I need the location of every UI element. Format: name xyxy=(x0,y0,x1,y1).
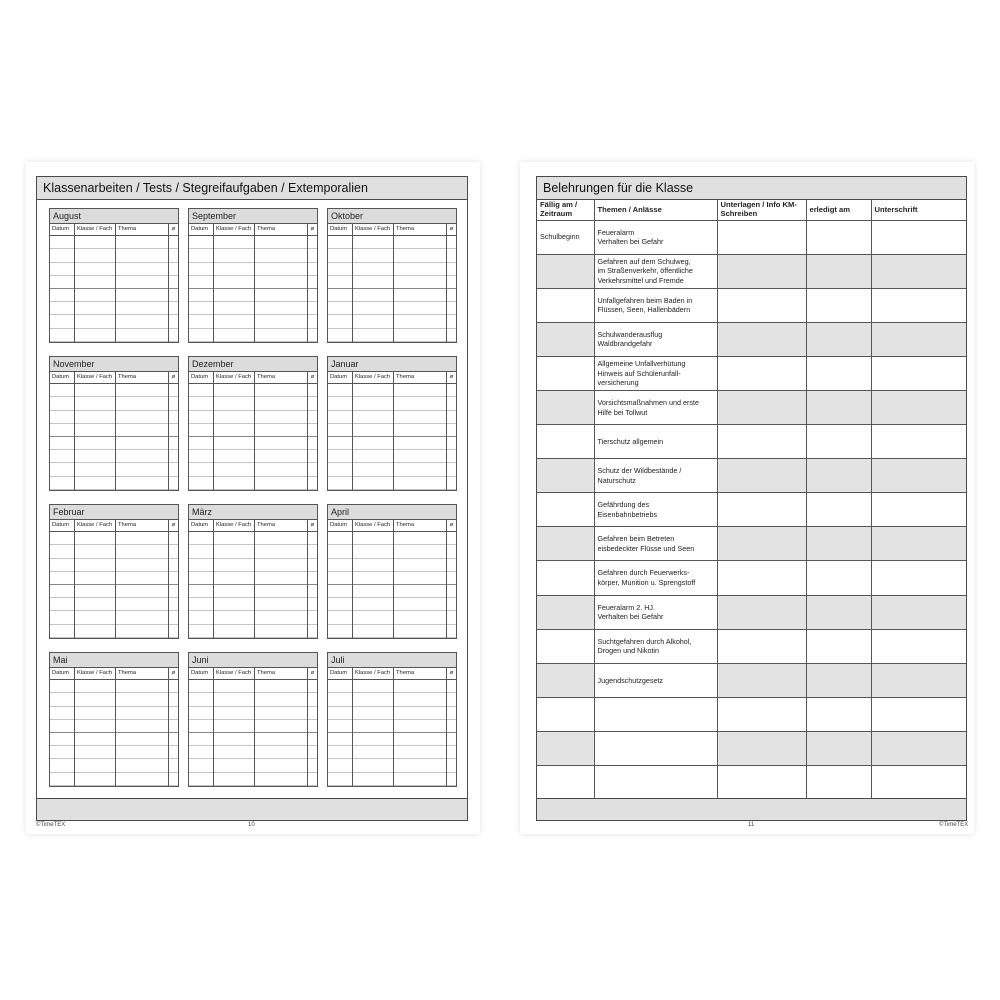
column-label: Thema xyxy=(255,668,308,679)
entry-column[interactable] xyxy=(353,532,394,638)
done-on-cell[interactable] xyxy=(806,322,871,356)
signature-cell[interactable] xyxy=(871,425,966,459)
done-on-cell[interactable] xyxy=(806,390,871,424)
column-label: Datum xyxy=(328,372,353,383)
column-label: Thema xyxy=(394,668,447,679)
entry-column[interactable] xyxy=(214,384,255,490)
column-label: Thema xyxy=(394,520,447,531)
column-label: Datum xyxy=(50,224,75,235)
column-label: Thema xyxy=(394,224,447,235)
column-label: ø xyxy=(449,522,454,528)
signature-cell[interactable] xyxy=(871,731,966,765)
column-label: Datum xyxy=(328,668,353,679)
month-column-header xyxy=(189,668,317,680)
signature-cell[interactable] xyxy=(871,766,966,800)
due-cell xyxy=(537,766,594,800)
entry-column[interactable] xyxy=(214,532,255,638)
instruction-row xyxy=(537,766,966,800)
signature-cell[interactable] xyxy=(871,322,966,356)
column-label: Klasse / Fach xyxy=(353,224,394,235)
column-label: Datum xyxy=(50,520,75,531)
month-entry-area[interactable] xyxy=(50,384,178,490)
entry-column[interactable] xyxy=(189,236,214,342)
signature-cell[interactable] xyxy=(871,288,966,322)
due-cell xyxy=(537,697,594,731)
due-cell xyxy=(537,629,594,663)
documents-cell[interactable] xyxy=(717,288,806,322)
entry-column[interactable] xyxy=(447,384,456,490)
column-label: Datum xyxy=(328,224,353,235)
entry-column[interactable] xyxy=(353,236,394,342)
documents-cell[interactable] xyxy=(717,697,806,731)
signature-cell[interactable] xyxy=(871,459,966,493)
column-label: Datum xyxy=(328,520,353,531)
topic-cell: Jugendschutzgesetz xyxy=(594,663,717,697)
column-label: Datum xyxy=(189,668,214,679)
instruction-row xyxy=(537,561,966,595)
done-on-cell[interactable] xyxy=(806,697,871,731)
month-entry-area[interactable] xyxy=(189,236,317,342)
month-entry-area[interactable] xyxy=(328,680,456,786)
column-label: Klasse / Fach xyxy=(214,668,255,679)
signature-cell[interactable] xyxy=(871,527,966,561)
instruction-row xyxy=(537,731,966,765)
month-entry-area[interactable] xyxy=(328,384,456,490)
documents-cell[interactable] xyxy=(717,731,806,765)
signature-cell[interactable] xyxy=(871,254,966,288)
due-cell xyxy=(537,493,594,527)
column-label: Klasse / Fach xyxy=(75,372,116,383)
instruction-row xyxy=(537,322,966,356)
entry-column[interactable] xyxy=(328,532,353,638)
column-label: Thema xyxy=(116,668,169,679)
done-on-cell[interactable] xyxy=(806,425,871,459)
right-page-number: 11 xyxy=(748,822,755,828)
month-table xyxy=(49,208,179,343)
month-column-header xyxy=(50,668,178,680)
entry-column[interactable] xyxy=(394,236,447,342)
column-label: Klasse / Fach xyxy=(75,668,116,679)
month-table xyxy=(49,356,179,491)
instructions-table xyxy=(537,200,966,800)
column-label: Klasse / Fach xyxy=(353,668,394,679)
entry-column[interactable] xyxy=(116,532,169,638)
due-cell xyxy=(537,356,594,390)
entry-column[interactable] xyxy=(75,532,116,638)
due-cell xyxy=(537,731,594,765)
month-title: März xyxy=(189,505,317,520)
due-cell xyxy=(537,390,594,424)
header-documents: Unterlagen / Info KM-Schreiben xyxy=(717,200,806,220)
entry-column[interactable] xyxy=(189,384,214,490)
entry-column[interactable] xyxy=(169,532,178,638)
documents-cell[interactable] xyxy=(717,254,806,288)
month-column-header xyxy=(328,520,456,532)
done-on-cell[interactable] xyxy=(806,459,871,493)
header-signature: Unterschrift xyxy=(871,200,966,220)
done-on-cell[interactable] xyxy=(806,629,871,663)
done-on-cell[interactable] xyxy=(806,288,871,322)
month-table xyxy=(327,208,457,343)
done-on-cell[interactable] xyxy=(806,356,871,390)
month-title: Februar xyxy=(50,505,178,520)
done-on-cell[interactable] xyxy=(806,766,871,800)
column-label: Klasse / Fach xyxy=(75,224,116,235)
signature-cell[interactable] xyxy=(871,220,966,254)
entry-column[interactable] xyxy=(447,236,456,342)
right-footer-bar xyxy=(537,798,966,820)
signature-cell[interactable] xyxy=(871,561,966,595)
due-cell xyxy=(537,663,594,697)
month-title: Juni xyxy=(189,653,317,668)
month-entry-area[interactable] xyxy=(189,532,317,638)
right-page xyxy=(520,162,974,834)
instruction-row xyxy=(537,220,966,254)
instruction-row xyxy=(537,390,966,424)
documents-cell[interactable] xyxy=(717,493,806,527)
month-title: Januar xyxy=(328,357,456,372)
entry-column[interactable] xyxy=(169,680,178,786)
month-column-header xyxy=(328,224,456,236)
topic-cell: Unfallgefahren beim Baden in Flüssen, Seen, Hallenbädern xyxy=(594,288,717,322)
instructions-frame xyxy=(536,176,967,821)
header-topics: Themen / Anlässe xyxy=(594,200,717,220)
month-title: Mai xyxy=(50,653,178,668)
signature-cell[interactable] xyxy=(871,356,966,390)
left-page xyxy=(26,162,480,834)
done-on-cell[interactable] xyxy=(806,663,871,697)
month-table xyxy=(188,208,318,343)
due-cell: Schulbeginn xyxy=(537,220,594,254)
column-label: Klasse / Fach xyxy=(214,520,255,531)
entry-column[interactable] xyxy=(189,532,214,638)
done-on-cell[interactable] xyxy=(806,254,871,288)
entry-column[interactable] xyxy=(189,680,214,786)
entry-column[interactable] xyxy=(50,680,75,786)
entry-column[interactable] xyxy=(308,532,317,638)
topic-cell: Feueralarm 2. HJ. Verhalten bei Gefahr xyxy=(594,595,717,629)
month-table xyxy=(327,504,457,639)
column-label: Thema xyxy=(116,372,169,383)
entry-column[interactable] xyxy=(75,680,116,786)
done-on-cell[interactable] xyxy=(806,220,871,254)
month-title: Dezember xyxy=(189,357,317,372)
entry-column[interactable] xyxy=(328,680,353,786)
documents-cell[interactable] xyxy=(717,629,806,663)
signature-cell[interactable] xyxy=(871,390,966,424)
month-column-header xyxy=(328,668,456,680)
instructions-title: Belehrungen für die Klasse xyxy=(537,177,966,200)
month-table xyxy=(327,356,457,491)
entry-column[interactable] xyxy=(447,532,456,638)
month-column-header xyxy=(328,372,456,384)
entry-column[interactable] xyxy=(328,236,353,342)
column-label: ø xyxy=(171,374,176,380)
entry-column[interactable] xyxy=(255,384,308,490)
entry-column[interactable] xyxy=(308,680,317,786)
entry-column[interactable] xyxy=(308,236,317,342)
instruction-row xyxy=(537,595,966,629)
entry-column[interactable] xyxy=(75,236,116,342)
done-on-cell[interactable] xyxy=(806,493,871,527)
documents-cell[interactable] xyxy=(717,527,806,561)
due-cell xyxy=(537,425,594,459)
month-column-header xyxy=(189,372,317,384)
entry-column[interactable] xyxy=(50,236,75,342)
column-label: Thema xyxy=(116,520,169,531)
documents-cell[interactable] xyxy=(717,561,806,595)
topic-cell: Gefahren beim Betreten eisbedeckter Flüsse und Seen xyxy=(594,527,717,561)
done-on-cell[interactable] xyxy=(806,527,871,561)
month-entry-area[interactable] xyxy=(50,532,178,638)
entry-column[interactable] xyxy=(75,384,116,490)
instruction-row xyxy=(537,629,966,663)
instruction-row xyxy=(537,527,966,561)
month-table xyxy=(327,652,457,787)
entry-column[interactable] xyxy=(50,532,75,638)
month-entry-area[interactable] xyxy=(189,680,317,786)
left-page-number: 10 xyxy=(248,822,255,828)
entry-column[interactable] xyxy=(169,384,178,490)
column-label: Datum xyxy=(189,520,214,531)
month-entry-area[interactable] xyxy=(328,532,456,638)
topic-cell: Gefahren durch Feuerwerks- körper, Munition u. Sprengstoff xyxy=(594,561,717,595)
month-table xyxy=(188,504,318,639)
column-label: ø xyxy=(171,670,176,676)
month-column-header xyxy=(189,520,317,532)
month-entry-area[interactable] xyxy=(189,384,317,490)
column-label: Thema xyxy=(116,224,169,235)
entry-column[interactable] xyxy=(116,384,169,490)
column-label: ø xyxy=(310,226,315,232)
column-label: ø xyxy=(449,670,454,676)
column-label: Klasse / Fach xyxy=(353,520,394,531)
signature-cell[interactable] xyxy=(871,663,966,697)
entry-column[interactable] xyxy=(353,680,394,786)
right-brand: ©TimeTEX xyxy=(939,822,969,828)
entry-column[interactable] xyxy=(394,680,447,786)
topic-cell: Tierschutz allgemein xyxy=(594,425,717,459)
month-table xyxy=(49,504,179,639)
entry-column[interactable] xyxy=(214,236,255,342)
documents-cell[interactable] xyxy=(717,459,806,493)
instruction-row xyxy=(537,425,966,459)
entry-column[interactable] xyxy=(50,384,75,490)
entry-column[interactable] xyxy=(255,680,308,786)
documents-cell[interactable] xyxy=(717,220,806,254)
topic-cell: Allgemeine Unfallverhütung Hinweis auf Schülerunfall- versicherung xyxy=(594,356,717,390)
instruction-row xyxy=(537,663,966,697)
signature-cell[interactable] xyxy=(871,493,966,527)
done-on-cell[interactable] xyxy=(806,731,871,765)
month-table xyxy=(49,652,179,787)
instruction-row xyxy=(537,254,966,288)
month-entry-area[interactable] xyxy=(328,236,456,342)
column-label: Datum xyxy=(189,372,214,383)
left-footer-bar xyxy=(37,798,467,820)
documents-cell[interactable] xyxy=(717,663,806,697)
column-label: Thema xyxy=(394,372,447,383)
instruction-row xyxy=(537,493,966,527)
instructions-header-row xyxy=(537,200,966,220)
done-on-cell[interactable] xyxy=(806,561,871,595)
documents-cell[interactable] xyxy=(717,390,806,424)
instruction-row xyxy=(537,356,966,390)
month-grid xyxy=(49,208,457,787)
instruction-row xyxy=(537,288,966,322)
entry-column[interactable] xyxy=(116,680,169,786)
column-label: ø xyxy=(171,226,176,232)
entry-column[interactable] xyxy=(394,532,447,638)
instruction-row xyxy=(537,459,966,493)
documents-cell[interactable] xyxy=(717,356,806,390)
entry-column[interactable] xyxy=(214,680,255,786)
month-table xyxy=(188,356,318,491)
column-label: ø xyxy=(310,522,315,528)
entry-column[interactable] xyxy=(447,680,456,786)
month-entry-area[interactable] xyxy=(50,236,178,342)
month-title: September xyxy=(189,209,317,224)
column-label: Klasse / Fach xyxy=(353,372,394,383)
month-column-header xyxy=(189,224,317,236)
column-label: Klasse / Fach xyxy=(75,520,116,531)
entry-column[interactable] xyxy=(308,384,317,490)
column-label: Datum xyxy=(50,668,75,679)
topic-cell: Gefahren auf dem Schulweg, im Straßenverkehr, öffentliche Verkehrsmittel und Fremde xyxy=(594,254,717,288)
month-title: Juli xyxy=(328,653,456,668)
topic-cell: Schutz der Wildbestände / Naturschutz xyxy=(594,459,717,493)
due-cell xyxy=(537,561,594,595)
month-title: Oktober xyxy=(328,209,456,224)
month-column-header xyxy=(50,224,178,236)
column-label: ø xyxy=(449,226,454,232)
topic-cell: Vorsichtsmaßnahmen und erste Hilfe bei Tollwut xyxy=(594,390,717,424)
due-cell xyxy=(537,288,594,322)
documents-cell[interactable] xyxy=(717,322,806,356)
column-label: Datum xyxy=(189,224,214,235)
signature-cell[interactable] xyxy=(871,629,966,663)
column-label: Datum xyxy=(50,372,75,383)
column-label: ø xyxy=(449,374,454,380)
left-brand: ©TimeTEX xyxy=(36,822,66,828)
entry-column[interactable] xyxy=(328,384,353,490)
signature-cell[interactable] xyxy=(871,697,966,731)
entry-column[interactable] xyxy=(394,384,447,490)
month-title: April xyxy=(328,505,456,520)
documents-cell[interactable] xyxy=(717,425,806,459)
topic-cell xyxy=(594,766,717,800)
due-cell xyxy=(537,595,594,629)
entry-column[interactable] xyxy=(255,532,308,638)
entry-column[interactable] xyxy=(116,236,169,342)
month-column-header xyxy=(50,372,178,384)
month-title: November xyxy=(50,357,178,372)
exams-frame xyxy=(36,176,468,821)
column-label: Klasse / Fach xyxy=(214,224,255,235)
due-cell xyxy=(537,322,594,356)
due-cell xyxy=(537,527,594,561)
topic-cell xyxy=(594,697,717,731)
documents-cell[interactable] xyxy=(717,766,806,800)
instruction-row xyxy=(537,697,966,731)
column-label: Thema xyxy=(255,372,308,383)
topic-cell xyxy=(594,731,717,765)
column-label: ø xyxy=(310,374,315,380)
topic-cell: Schulwanderausflug Waldbrandgefahr xyxy=(594,322,717,356)
signature-cell[interactable] xyxy=(871,595,966,629)
column-label: Thema xyxy=(255,224,308,235)
column-label: Thema xyxy=(255,520,308,531)
entry-column[interactable] xyxy=(353,384,394,490)
column-label: ø xyxy=(310,670,315,676)
entry-column[interactable] xyxy=(255,236,308,342)
due-cell xyxy=(537,254,594,288)
month-column-header xyxy=(50,520,178,532)
documents-cell[interactable] xyxy=(717,595,806,629)
column-label: Klasse / Fach xyxy=(214,372,255,383)
entry-column[interactable] xyxy=(169,236,178,342)
topic-cell: Suchtgefahren durch Alkohol, Drogen und Nikotin xyxy=(594,629,717,663)
month-title: August xyxy=(50,209,178,224)
topic-cell: Feueralarm Verhalten bei Gefahr xyxy=(594,220,717,254)
due-cell xyxy=(537,459,594,493)
header-done-on: erledigt am xyxy=(806,200,871,220)
column-label: ø xyxy=(171,522,176,528)
month-entry-area[interactable] xyxy=(50,680,178,786)
done-on-cell[interactable] xyxy=(806,595,871,629)
exams-title: Klassenarbeiten / Tests / Stegreifaufgaben / Extemporalien xyxy=(37,177,467,200)
topic-cell: Gefährdung des Eisenbahnbetriebs xyxy=(594,493,717,527)
header-due: Fällig am / Zeitraum xyxy=(537,200,594,220)
month-table xyxy=(188,652,318,787)
